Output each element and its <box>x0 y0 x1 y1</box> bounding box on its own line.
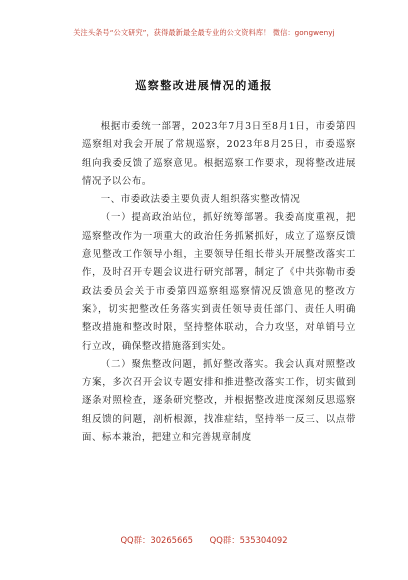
footer-contact <box>0 534 408 546</box>
promo-banner: 关注头条号“公文研究”，获得最新最全最专业的公文资料库！ 微信：gongwenyj <box>73 28 335 37</box>
body-paragraph: （二）聚焦整改问题，抓好整改落实。我会认真对照整改方案，多次召开会议专题安排和推进整改落实工作，切实做到逐条对照检查，逐条研究整改，并根据整改进度深刻反思巡察组反馈的问题，剖析根源，找准症结，坚持举一反三、以点带面、标本兼治，把建立和完善规章制度 <box>82 358 356 444</box>
document-body <box>82 118 356 447</box>
intro-paragraph: 根据市委统一部署，2023年7月3日至8月1日，市委第四巡察组对我会开展了常规巡察，2023年8月25日，市委巡察组向我委反馈了巡察意见。根据巡察工作要求，现将整改进展情况予以公布。 <box>82 121 356 187</box>
footer-qq-group-2: QQ群：535304092 <box>209 535 288 545</box>
section-heading: 一、市委政法委主要负责人组织落实整改情况 <box>100 194 301 206</box>
body-paragraph: （一）提高政治站位，抓好统筹部署。我委高度重视，把巡察整改作为一项重大的政治任务抓紧抓好，成立了巡察反馈意见整改工作领导小组，主要领导任组长带头开展整改落实工作，及时召开专题会议进行研究部署，制定了《中共弥勒市委政法委员会关于市委第四巡察组巡察情况反馈意见的整改方案》，切实把整改任务落实到责任领导责任部门、责任人明确整改措施和整改时限，坚持整体联动，合力攻坚，对单销号立行立改，确保整改措施落到实处。 <box>82 212 356 352</box>
document-title: 巡察整改进展情况的通报 <box>135 79 273 92</box>
footer-qq-group-1: QQ群：30265665 <box>120 535 193 545</box>
